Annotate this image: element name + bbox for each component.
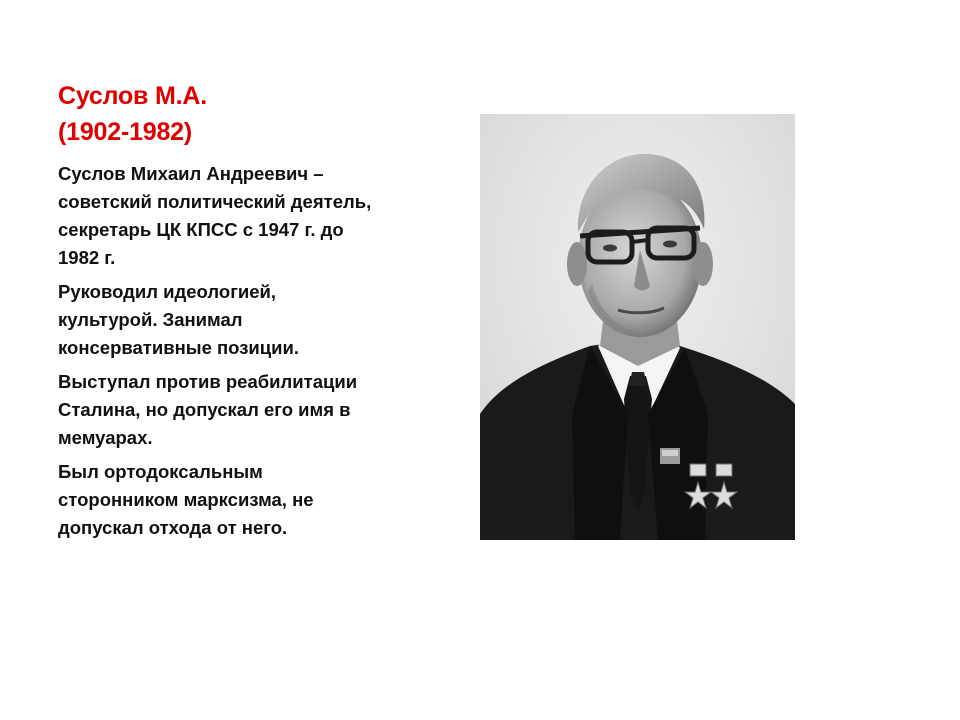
title-years: (1902-1982) — [58, 118, 193, 146]
paragraph-ideology: Руководил идеологией, культурой. Занимал консервативные позиции. — [58, 281, 300, 358]
title-name: Суслов М.А. — [58, 82, 207, 110]
portrait-illustration — [480, 114, 795, 540]
paragraph-marxism: Был ортодоксальным сторонником марксизма, не допускал отхода от него. — [58, 461, 314, 538]
paragraph-stalin: Выступал против реабилитации Сталина, но допускал его имя в мемуарах. — [58, 371, 358, 448]
slide-title — [58, 78, 438, 150]
portrait-photo — [480, 114, 795, 540]
biography-text — [58, 160, 378, 548]
paragraph-intro: Суслов Михаил Андреевич – советский политический деятель, секретарь ЦК КПСС с 1947 г. до 1982 г. — [58, 163, 372, 268]
